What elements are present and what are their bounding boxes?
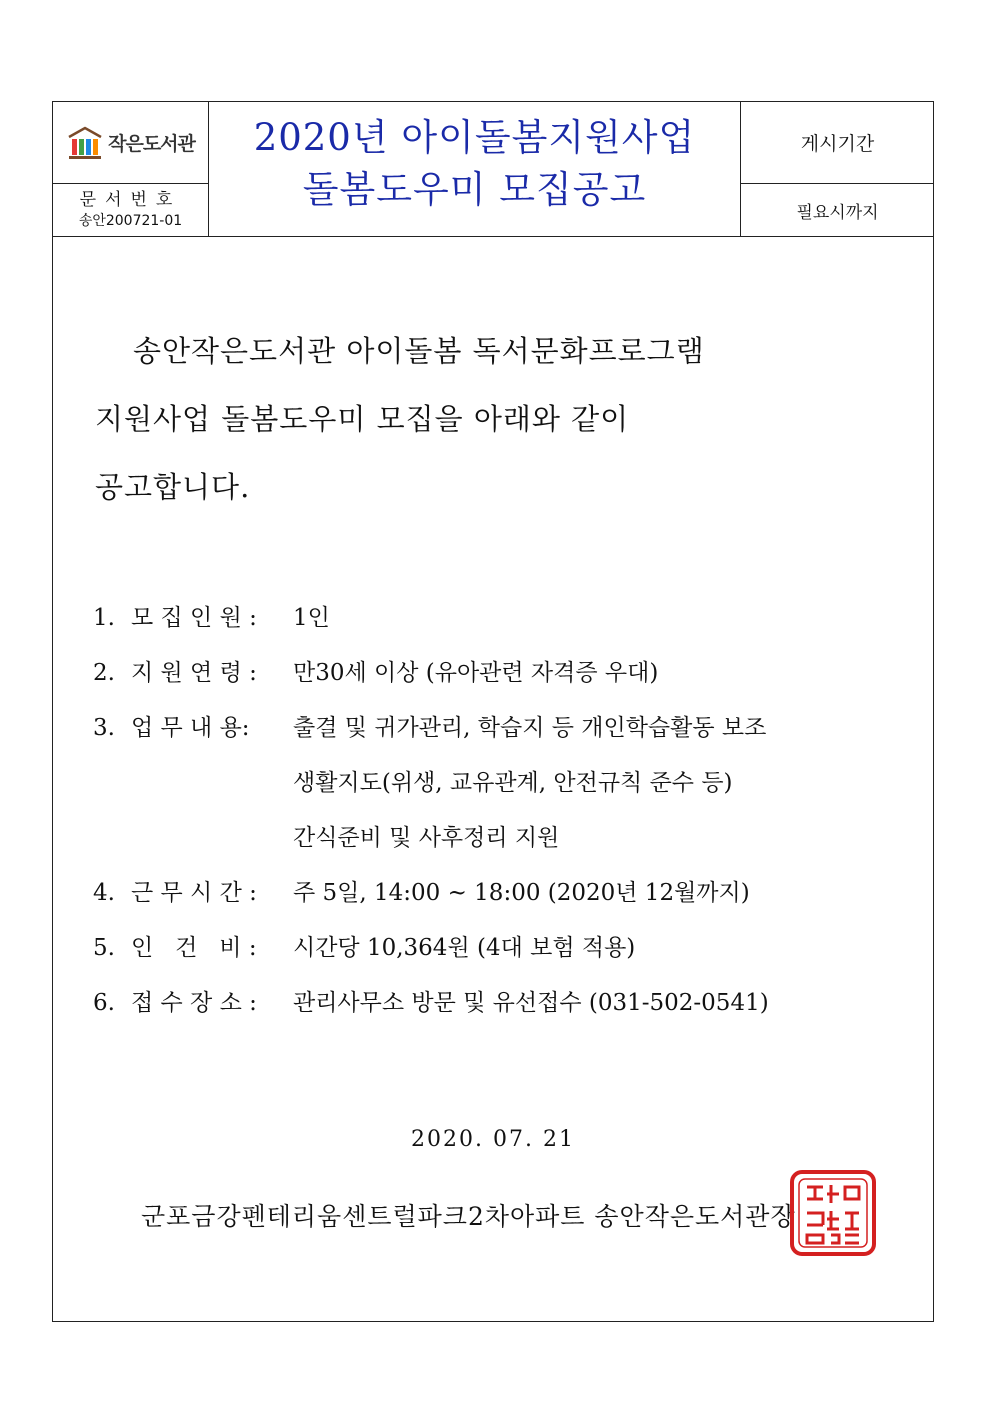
list-item: [93, 820, 913, 875]
library-logo: [66, 125, 195, 161]
notice-document: [52, 101, 934, 1322]
doc-number: 송안200721-01: [78, 213, 183, 229]
item-content: 출결 및 귀가관리, 학습지 등 개인학습활동 보조: [293, 715, 767, 741]
item-label: 모 집 인 원 :: [131, 605, 257, 631]
item-content: 만30세 이상 (유아관련 자격증 우대): [293, 660, 659, 686]
item-number: 1.: [93, 605, 115, 631]
item-label: 접 수 장 소 :: [131, 990, 257, 1016]
title-line2: 돌봄도우미 모집공고: [302, 168, 647, 211]
doc-number-label: 문서번호: [79, 190, 182, 210]
official-seal-icon: [789, 1169, 877, 1257]
intro-line3: 공고합니다.: [95, 470, 251, 504]
list-item: [93, 985, 913, 1040]
item-content: 생활지도(위생, 교유관계, 안전규칙 준수 등): [293, 770, 733, 796]
list-item: [93, 710, 913, 765]
issue-date: 2020. 07. 21: [411, 1127, 575, 1152]
item-content: 관리사무소 방문 및 유선접수 (031-502-0541): [293, 990, 769, 1016]
organization-name: 군포금강펜테리움센트럴파크2차아파트 송안작은도서관장: [141, 1202, 796, 1231]
item-label: 근 무 시 간 :: [131, 880, 257, 906]
details-list: [93, 600, 913, 1040]
logo-cell: [53, 102, 209, 184]
item-label: 지 원 연 령 :: [131, 660, 257, 686]
item-number: 5.: [93, 935, 115, 961]
item-content: 1인: [293, 605, 330, 631]
doc-number-cell: [53, 184, 209, 236]
item-content: 시간당 10,364원 (4대 보험 적용): [293, 935, 636, 961]
header-table: [53, 102, 933, 237]
item-number: 4.: [93, 880, 115, 906]
item-number: 2.: [93, 660, 115, 686]
item-content: 간식준비 및 사후정리 지원: [293, 825, 560, 851]
period-label: 게시기간: [741, 102, 934, 184]
list-item: [93, 875, 913, 930]
list-item: [93, 765, 913, 820]
list-item: [93, 655, 913, 710]
logo-text: 작은도서관: [108, 133, 195, 155]
title-line1: 2020년 아이돌봄지원사업: [253, 116, 696, 159]
title-cell: [209, 102, 741, 236]
book-house-icon: [66, 125, 104, 161]
item-label: 업 무 내 용:: [131, 715, 250, 741]
item-label: 인 건 비 :: [131, 935, 257, 961]
list-item: [93, 600, 913, 655]
period-value: 필요시까지: [796, 202, 879, 223]
item-number: 6.: [93, 990, 115, 1016]
item-number: 3.: [93, 715, 115, 741]
list-item: [93, 930, 913, 985]
intro-line2: 지원사업 돌봄도우미 모집을 아래와 같이: [95, 402, 630, 436]
item-content: 주 5일, 14:00 ~ 18:00 (2020년 12월까지): [293, 880, 750, 906]
intro-paragraph: [95, 317, 895, 521]
intro-line1: 송안작은도서관 아이돌봄 독서문화프로그램: [133, 334, 705, 368]
